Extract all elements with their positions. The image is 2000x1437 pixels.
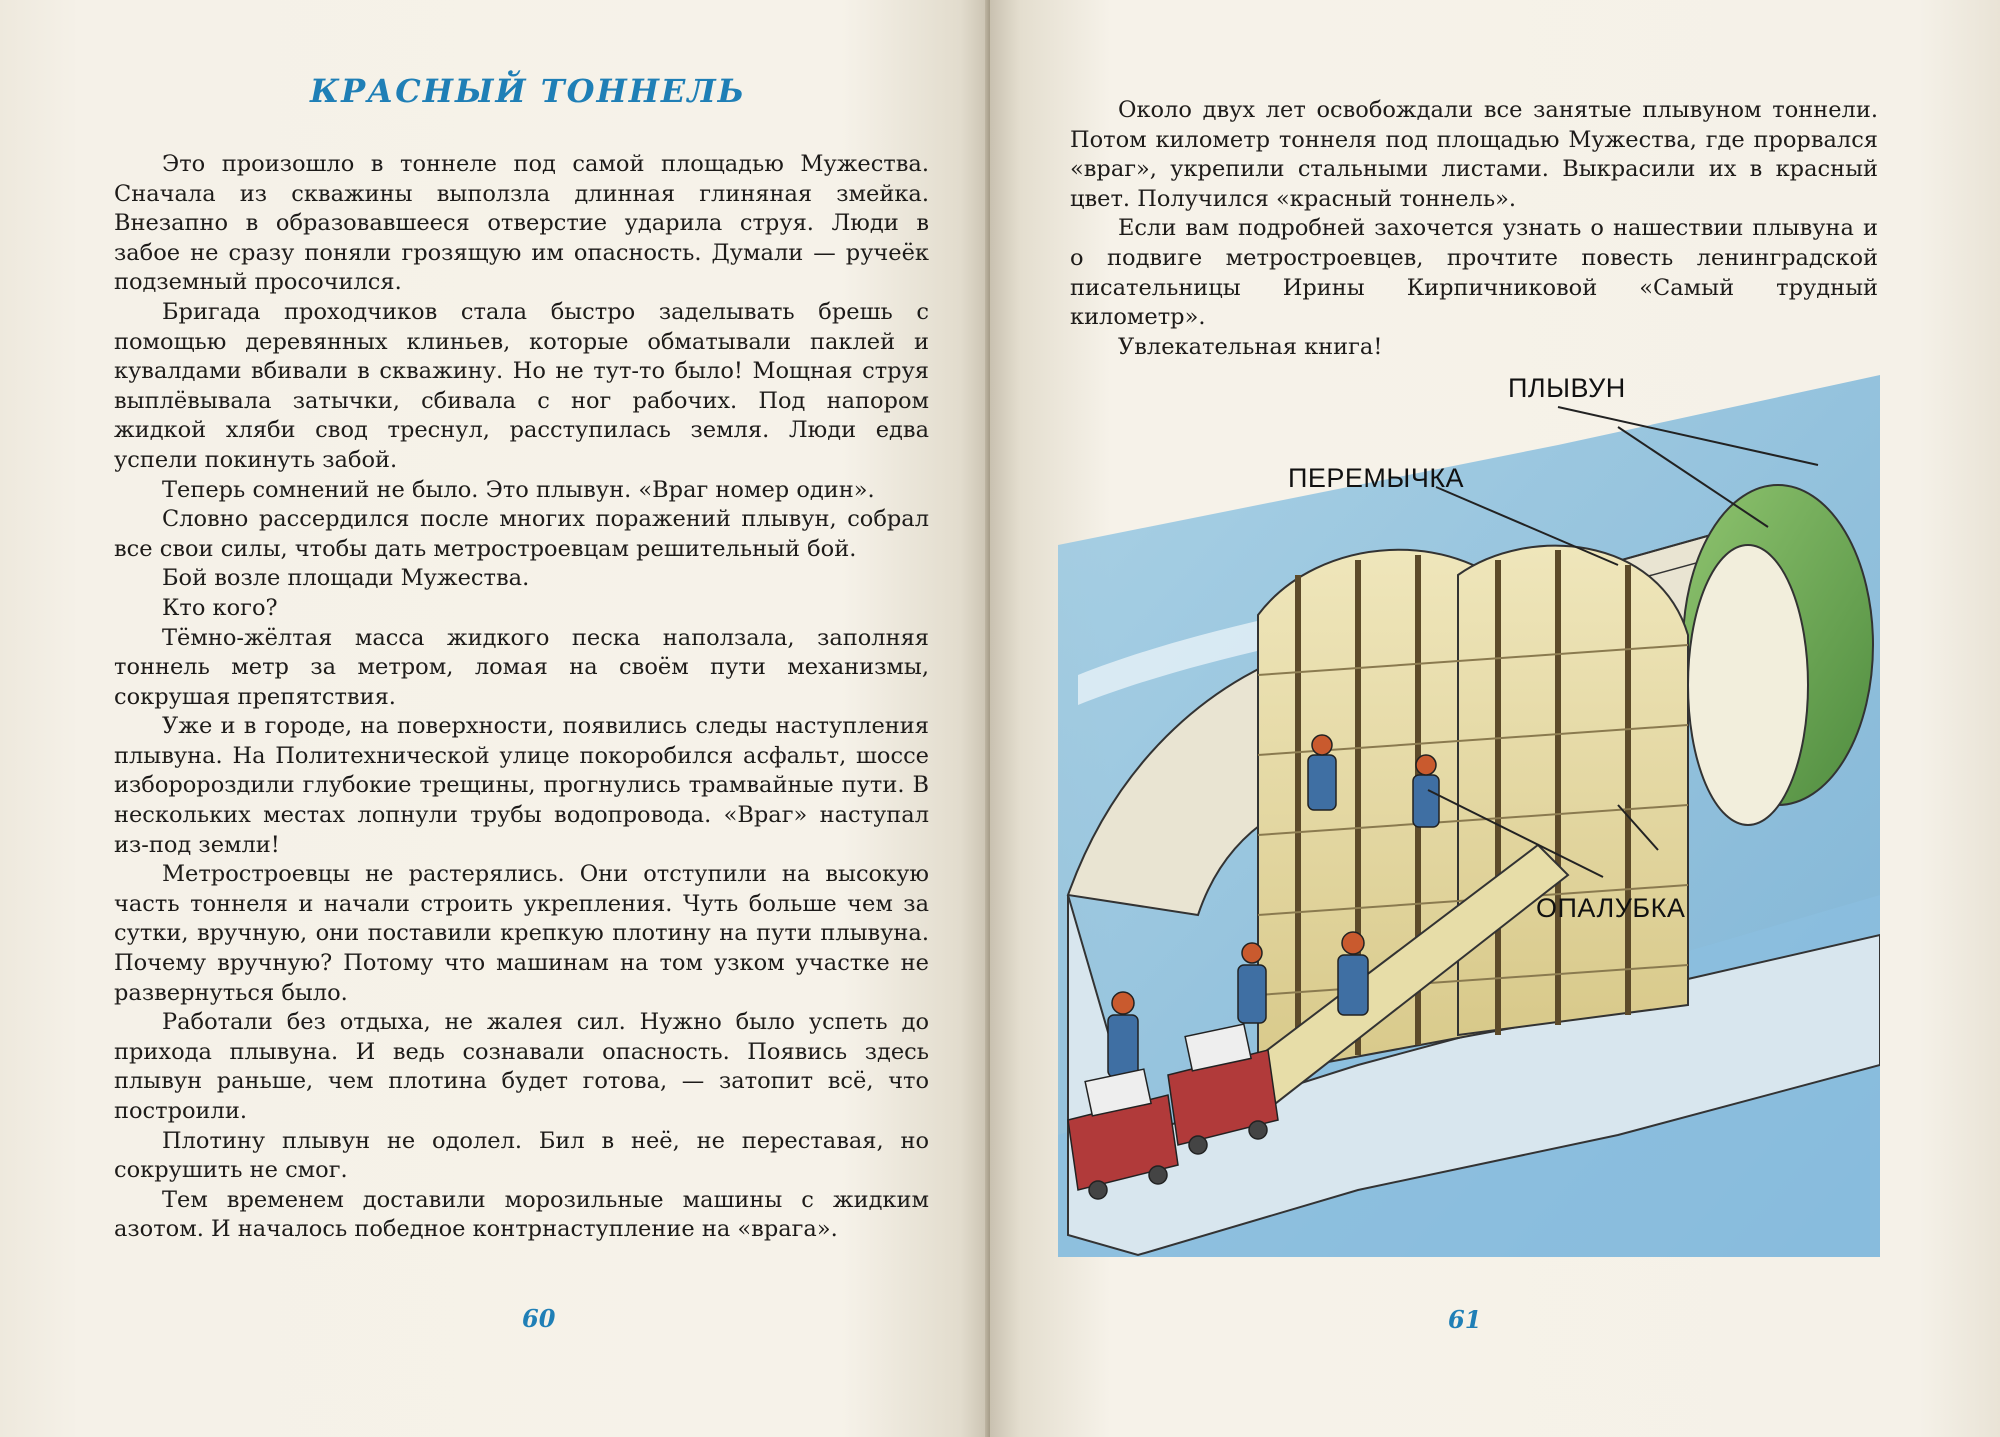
paragraph: Бригада проходчиков стала быстро заделывать брешь с помощью деревянных клиньев, которые обматывали паклей и кувалдами вбивали в скважину. Но не тут-то было! Мощная струя выплёвывала затычки, сбивала с ног рабочих. Под напором жидкой хляби свод треснул, расступилась земля. Люди едва успели покинуть забой. [114,298,929,473]
paragraph: Метростроевцы не растерялись. Они отступили на высокую часть тоннеля и начали строить укрепления. Чуть больше чем за сутки, вручную, они поставили крепкую плотину на пути плывуна. Почему вручную? Потому что машинам на том узком участке не развернуться было. [114,861,929,1006]
left-page-text [114,150,929,1245]
paragraph: Если вам подробней захочется узнать о нашествии плывуна и о подвиге метростроевцев, прочтите повесть ленинградской писательницы Ирины Кирпичниковой «Самый трудный километр». [1070,215,1878,331]
paragraph: Бой возле площади Мужества. [162,565,530,592]
paragraph: Тёмно-жёлтая масса жидкого песка наползала, заполняя тоннель метр за метром, ломая на своём пути механизмы, сокрушая препятствия. [114,624,929,710]
label-opalubka: ОПАЛУБКА [1536,893,1686,923]
left-page [0,0,990,1437]
label-plyvun: ПЛЫВУН [1508,375,1626,403]
paragraph: Кто кого? [162,594,278,621]
chapter-title: КРАСНЫЙ ТОННЕЛЬ [310,72,747,110]
label-peremychka: ПЕРЕМЫЧКА [1288,463,1465,493]
paragraph: Теперь сомнений не было. Это плывун. «Враг номер один». [162,476,875,503]
paragraph: Увлекательная книга! [1118,333,1383,360]
paragraph: Плотину плывун не одолел. Бил в неё, не переставая, но сокрушить не смог. [114,1127,929,1184]
page-number-left: 60 [522,1304,556,1333]
paragraph: Тем временем доставили морозильные машины с жидким азотом. И началось победное контрнаступление на «врага». [114,1186,929,1243]
right-page-text [1070,96,1878,362]
tunnel-opening [1688,545,1808,825]
paragraph: Около двух лет освобождали все занятые плывуном тоннели. Потом километр тоннеля под площадью Мужества, где прорвался «враг», укрепили стальными листами. Выкрасили их в красный цвет. Получился «красный тоннель». [1070,97,1878,212]
paragraph: Это произошло в тоннеле под самой площадью Мужества. Сначала из скважины выползла длинная глиняная змейка. Внезапно в образовавшееся отверстие ударила струя. Люди в забое не сразу поняли грозящую им опасность. Думали — ручеёк подземный просочился. [114,151,929,296]
paragraph: Словно рассердился после многих поражений плывун, собрал все свои силы, чтобы дать метростроевцам решительный бой. [114,506,929,562]
tunnel-illustration [1058,375,1880,1257]
paragraph: Работали без отдыха, не жалея сил. Нужно было успеть до прихода плывуна. И ведь сознавали опасность. Появись здесь плывун раньше, чем плотина будет готова, — затопит всё, что построили. [114,1009,929,1124]
page-number-right: 61 [1448,1305,1482,1334]
paragraph: Уже и в городе, на поверхности, появились следы наступления плывуна. На Политехнической улице покоробился асфальт, шоссе изборороздили глубокие трещины, прогнулись трамвайные пути. В нескольких местах лопнули трубы водопровода. «Враг» наступал из-под земли! [114,713,929,858]
